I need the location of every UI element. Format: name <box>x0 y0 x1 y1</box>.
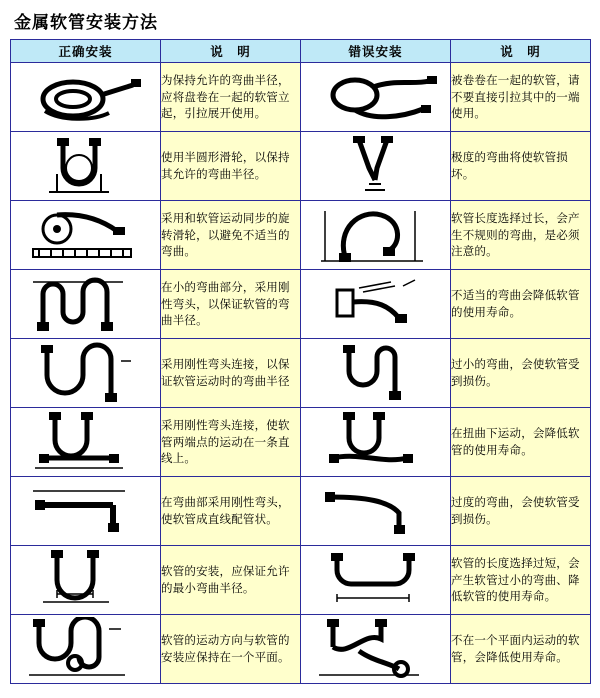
row-description: 软管的运动方向与软管的安装应保持在一个平面。 <box>161 615 301 684</box>
min-bend-radius-install-icon <box>11 546 161 615</box>
header-wrong-install: 错误安装 <box>301 40 451 63</box>
row-description: 不适当的弯曲会降低软管的使用寿命。 <box>451 270 591 339</box>
page-title: 金属软管安装方法 <box>14 13 158 33</box>
header-correct-desc: 说 明 <box>161 40 301 63</box>
row-description: 过小的弯曲，会使软管受到损伤。 <box>451 339 591 408</box>
row-description: 软管的安装，应保证允许的最小弯曲半径。 <box>161 546 301 615</box>
table-row <box>11 201 591 270</box>
table-row <box>11 63 591 132</box>
row-description: 不在一个平面内运动的软管，会降低使用寿命。 <box>451 615 591 684</box>
table-row <box>11 270 591 339</box>
rigid-elbow-small-bend-icon <box>11 270 161 339</box>
out-of-plane-motion-icon <box>301 615 451 684</box>
row-description: 过度的弯曲，会使软管受到损伤。 <box>451 477 591 546</box>
over-long-hose-small-bend-icon <box>301 546 451 615</box>
row-description: 采用和软管运动同步的旋转滑轮，以避免不适当的弯曲。 <box>161 201 301 270</box>
row-description: 采用刚性弯头连接，使软管两端点的运动在一条直线上。 <box>161 408 301 477</box>
table-row <box>11 615 591 684</box>
excessive-bend-elbow-icon <box>301 477 451 546</box>
improper-tight-bend-icon <box>301 270 451 339</box>
row-description: 在弯曲部采用刚性弯头，使软管成直线配管状。 <box>161 477 301 546</box>
header-wrong-desc: 说 明 <box>451 40 591 63</box>
row-description: 使用半圆形滑轮，以保持其允许的弯曲半径。 <box>161 132 301 201</box>
table-header-row <box>11 40 591 63</box>
row-description: 极度的弯曲将使软管损坏。 <box>451 132 591 201</box>
installation-methods-table <box>10 39 591 684</box>
table-row <box>11 477 591 546</box>
rigid-elbow-motion-radius-icon <box>11 339 161 408</box>
coiled-hose-pulled-icon <box>301 63 451 132</box>
torsion-motion-bend-icon <box>301 408 451 477</box>
table-row <box>11 546 591 615</box>
u-bend-pulley-guide-icon <box>11 132 161 201</box>
rotating-pulley-sync-icon <box>11 201 161 270</box>
table-row <box>11 132 591 201</box>
table-row <box>11 408 591 477</box>
row-description: 被卷卷在一起的软管，请不要直接引拉其中的一端使用。 <box>451 63 591 132</box>
rigid-elbow-straight-line-icon <box>11 408 161 477</box>
same-plane-motion-icon <box>11 615 161 684</box>
header-correct-install: 正确安装 <box>11 40 161 63</box>
row-description: 采用刚性弯头连接，以保证软管运动时的弯曲半径 <box>161 339 301 408</box>
row-description: 为保持允许的弯曲半径，应将盘卷在一起的软管立起，引拉展开使用。 <box>161 63 301 132</box>
table-row <box>11 339 591 408</box>
loose-long-hose-loop-icon <box>301 201 451 270</box>
too-small-bend-radius-icon <box>301 339 451 408</box>
row-description: 软管的长度选择过短，会产生软管过小的弯曲、降低软管的使用寿命。 <box>451 546 591 615</box>
row-description: 在扭曲下运动，会降低软管的使用寿命。 <box>451 408 591 477</box>
straight-pipe-with-elbow-icon <box>11 477 161 546</box>
sharp-kink-bend-icon <box>301 132 451 201</box>
coiled-hose-roll-icon <box>11 63 161 132</box>
row-description: 软管长度选择过长，会产生不规则的弯曲，是必须注意的。 <box>451 201 591 270</box>
row-description: 在小的弯曲部分，采用刚性弯头，以保证软管的弯曲半径。 <box>161 270 301 339</box>
